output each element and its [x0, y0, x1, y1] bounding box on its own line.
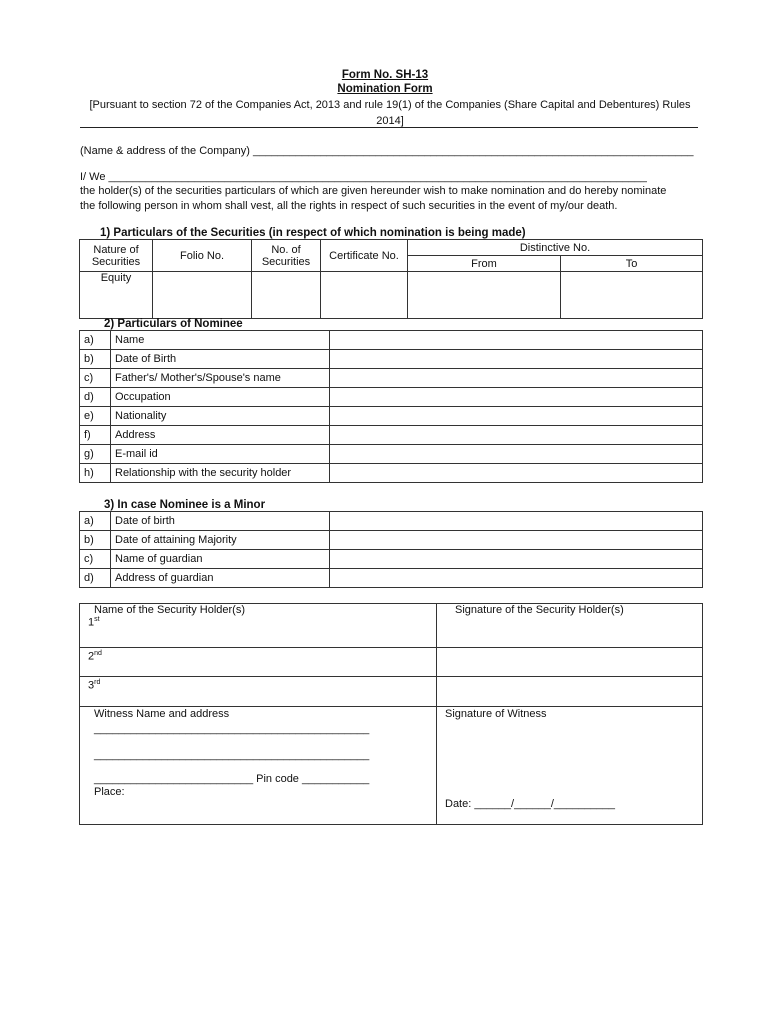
nominee-table [79, 330, 703, 483]
row-letter: f) [80, 426, 111, 445]
securities-table [79, 239, 703, 319]
nominee-row [80, 407, 703, 426]
statement-line-1: the holder(s) of the securities particulars of which are given hereunder wish to make nomination and do hereby nominate [80, 185, 667, 197]
guardian-name-input[interactable] [330, 550, 703, 569]
row-label: E-mail id [111, 445, 330, 464]
nominee-row [80, 388, 703, 407]
nominee-row [80, 426, 703, 445]
place-label[interactable]: Place: [94, 786, 125, 798]
holder-3-num: 3 [88, 679, 95, 692]
minor-row [80, 550, 703, 569]
col-certificate [321, 240, 408, 272]
guardian-address-input[interactable] [330, 569, 703, 588]
row-letter: b) [80, 531, 111, 550]
minor-row [80, 531, 703, 550]
row-label: Date of Birth [111, 350, 330, 369]
row-label: Date of birth [111, 512, 330, 531]
col-nature-line2: Securities [91, 255, 141, 268]
row-letter: c) [80, 550, 111, 569]
cell-to-input[interactable] [561, 272, 703, 319]
col-from-label: From [471, 257, 497, 270]
nominee-parent-input[interactable] [330, 369, 703, 388]
section-3-heading: 3) In case Nominee is a Minor [104, 499, 266, 511]
cell-no-input[interactable] [252, 272, 321, 319]
row-letter: d) [80, 569, 111, 588]
nominee-row [80, 350, 703, 369]
nominee-row [80, 445, 703, 464]
holder-name-field[interactable]: I/ We ________________________________________________________________________________________ [80, 171, 647, 183]
col-distinctive [408, 240, 703, 256]
holder-2-name-cell[interactable] [80, 648, 437, 677]
nominee-name-input[interactable] [330, 331, 703, 350]
nominee-occupation-input[interactable] [330, 388, 703, 407]
row-label: Address of guardian [111, 569, 330, 588]
nominee-row [80, 369, 703, 388]
minor-majority-input[interactable] [330, 531, 703, 550]
holder-1-name-cell[interactable] [80, 604, 437, 648]
nominee-row [80, 464, 703, 483]
row-label: Name [111, 331, 330, 350]
col-nature [80, 240, 153, 272]
nominee-address-input[interactable] [330, 426, 703, 445]
pursuant-note: [Pursuant to section 72 of the Companies Act, 2013 and rule 19(1) of the Companies (Share Capital and Debentures) Rules 2014] [89, 99, 691, 127]
col-no-line2: Securities [261, 255, 311, 268]
nominee-email-input[interactable] [330, 445, 703, 464]
cell-from-input[interactable] [408, 272, 561, 319]
row-label: Relationship with the security holder [111, 464, 330, 483]
row-letter: h) [80, 464, 111, 483]
row-label: Occupation [111, 388, 330, 407]
holder-1-num: 1 [88, 616, 95, 629]
holder-3-label [88, 677, 428, 692]
holder-2-signature-cell[interactable] [437, 648, 703, 677]
col-no-line1: No. of [271, 243, 301, 256]
minor-row [80, 512, 703, 531]
witness-details-cell [80, 707, 437, 825]
holder-name-header: Name of the Security Holder(s) [94, 604, 245, 616]
cell-folio-input[interactable] [153, 272, 252, 319]
holder-3-sup: rd [94, 679, 101, 686]
company-name-field[interactable]: (Name & address of the Company) ________________________________________________________________________ [80, 145, 694, 157]
witness-signature-cell[interactable] [437, 707, 703, 825]
statement-line-2: the following person in whom shall vest, all the rights in respect of such securities in the event of my/our death. [80, 200, 618, 212]
row-label: Address [111, 426, 330, 445]
row-label: Nationality [111, 407, 330, 426]
holder-2-num: 2 [88, 650, 95, 663]
cell-cert-input[interactable] [321, 272, 408, 319]
col-folio [153, 240, 252, 272]
section-2-heading: 2) Particulars of Nominee [104, 318, 243, 330]
row-letter: b) [80, 350, 111, 369]
section-1-heading: 1) Particulars of the Securities (in respect of which nomination is being made) [100, 227, 526, 239]
row-label: Date of attaining Majority [111, 531, 330, 550]
col-to-label: To [625, 257, 638, 270]
holder-2-sup: nd [94, 650, 102, 657]
date-field[interactable]: Date: ______/______/__________ [445, 798, 616, 810]
row-letter: a) [80, 331, 111, 350]
col-distinctive-label: Distinctive No. [519, 241, 591, 254]
holder-1-label [88, 616, 428, 629]
nominee-relationship-input[interactable] [330, 464, 703, 483]
holder-signature-header: Signature of the Security Holder(s) [455, 604, 624, 616]
row-letter: c) [80, 369, 111, 388]
holder-1-signature-cell[interactable] [437, 604, 703, 648]
witness-name-label: Witness Name and address [94, 708, 230, 720]
nominee-dob-input[interactable] [330, 350, 703, 369]
witness-line-1[interactable]: _____________________________________________ [94, 723, 370, 735]
col-nature-line1: Nature of [93, 243, 139, 256]
form-number: Form No. SH-13 [341, 69, 429, 81]
form-title: Nomination Form [337, 83, 433, 95]
row-label: Name of guardian [111, 550, 330, 569]
witness-line-2[interactable]: _____________________________________________ [94, 749, 370, 761]
col-no-securities [252, 240, 321, 272]
nominee-row [80, 331, 703, 350]
row-letter: a) [80, 512, 111, 531]
col-cert-label: Certificate No. [329, 249, 399, 262]
col-to [561, 256, 703, 272]
holder-3-signature-cell[interactable] [437, 677, 703, 707]
holder-signature-table [79, 603, 703, 825]
holder-3-name-cell[interactable] [80, 677, 437, 707]
nominee-nationality-input[interactable] [330, 407, 703, 426]
row-letter: d) [80, 388, 111, 407]
header-divider [80, 127, 698, 128]
row-letter: e) [80, 407, 111, 426]
col-folio-label: Folio No. [179, 249, 225, 262]
row-label: Father's/ Mother's/Spouse's name [111, 369, 330, 388]
row-letter: g) [80, 445, 111, 464]
minor-table [79, 511, 703, 588]
holder-1-sup: st [94, 616, 100, 623]
cell-nature-value [80, 272, 153, 319]
col-from [408, 256, 561, 272]
minor-row [80, 569, 703, 588]
witness-pincode-line[interactable]: __________________________ Pin code ___________ [94, 773, 370, 785]
holder-2-label [88, 648, 428, 663]
witness-signature-label: Signature of Witness [445, 708, 547, 720]
minor-dob-input[interactable] [330, 512, 703, 531]
nature-value: Equity [100, 272, 132, 284]
